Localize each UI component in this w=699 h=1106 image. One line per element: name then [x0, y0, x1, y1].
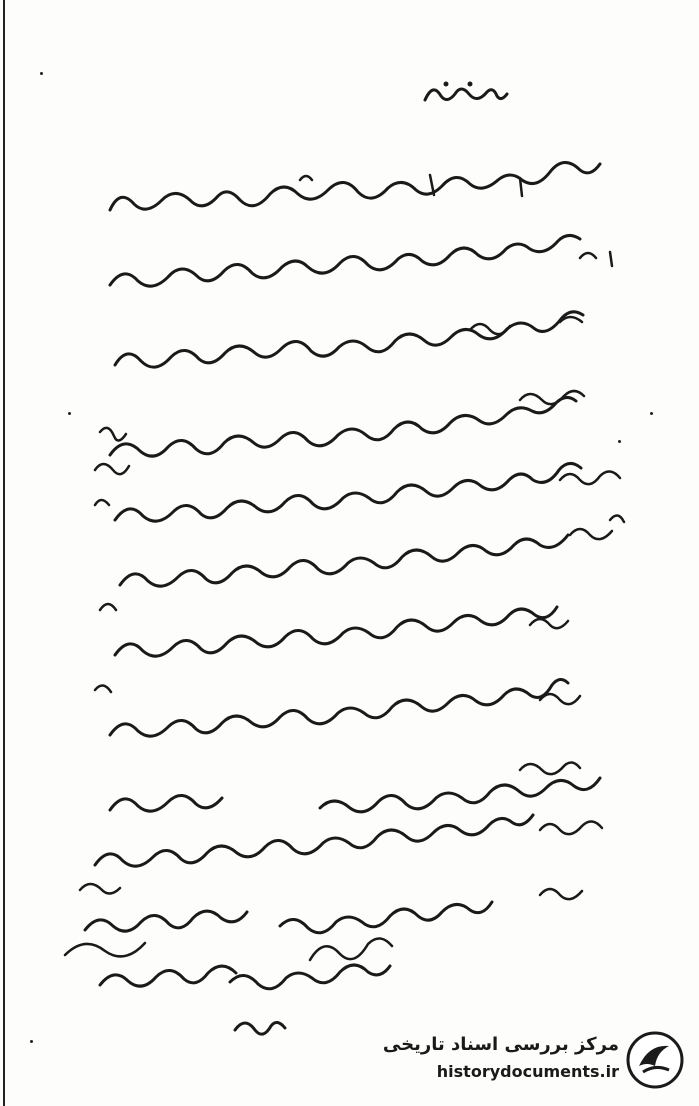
script-line-5 [115, 463, 581, 521]
signature-flourish [65, 938, 392, 960]
heading-script [425, 89, 507, 100]
watermark-url[interactable]: historydocuments.ir [436, 1062, 619, 1081]
script-line-12 [100, 965, 390, 989]
ink-speck [618, 440, 621, 443]
script-line-4 [110, 397, 576, 456]
script-line-2 [110, 235, 580, 286]
watermark [382, 1026, 685, 1096]
script-line-11 [85, 902, 492, 933]
ink-speck [30, 1040, 33, 1043]
script-line-6 [120, 535, 568, 586]
script-line-9 [110, 778, 600, 812]
script-line-13 [235, 1022, 285, 1034]
watermark-title: مرکز بررسی اسناد تاریخی [382, 1034, 619, 1055]
ink-speck [40, 72, 43, 75]
ink-speck [650, 412, 653, 415]
script-line-8 [110, 679, 568, 736]
script-line-3 [115, 312, 583, 367]
script-line-10 [95, 815, 533, 866]
ink-speck [68, 412, 71, 415]
script-line-1 [110, 162, 600, 210]
archive-seal-icon [625, 1030, 685, 1090]
script-line-7 [115, 607, 557, 656]
